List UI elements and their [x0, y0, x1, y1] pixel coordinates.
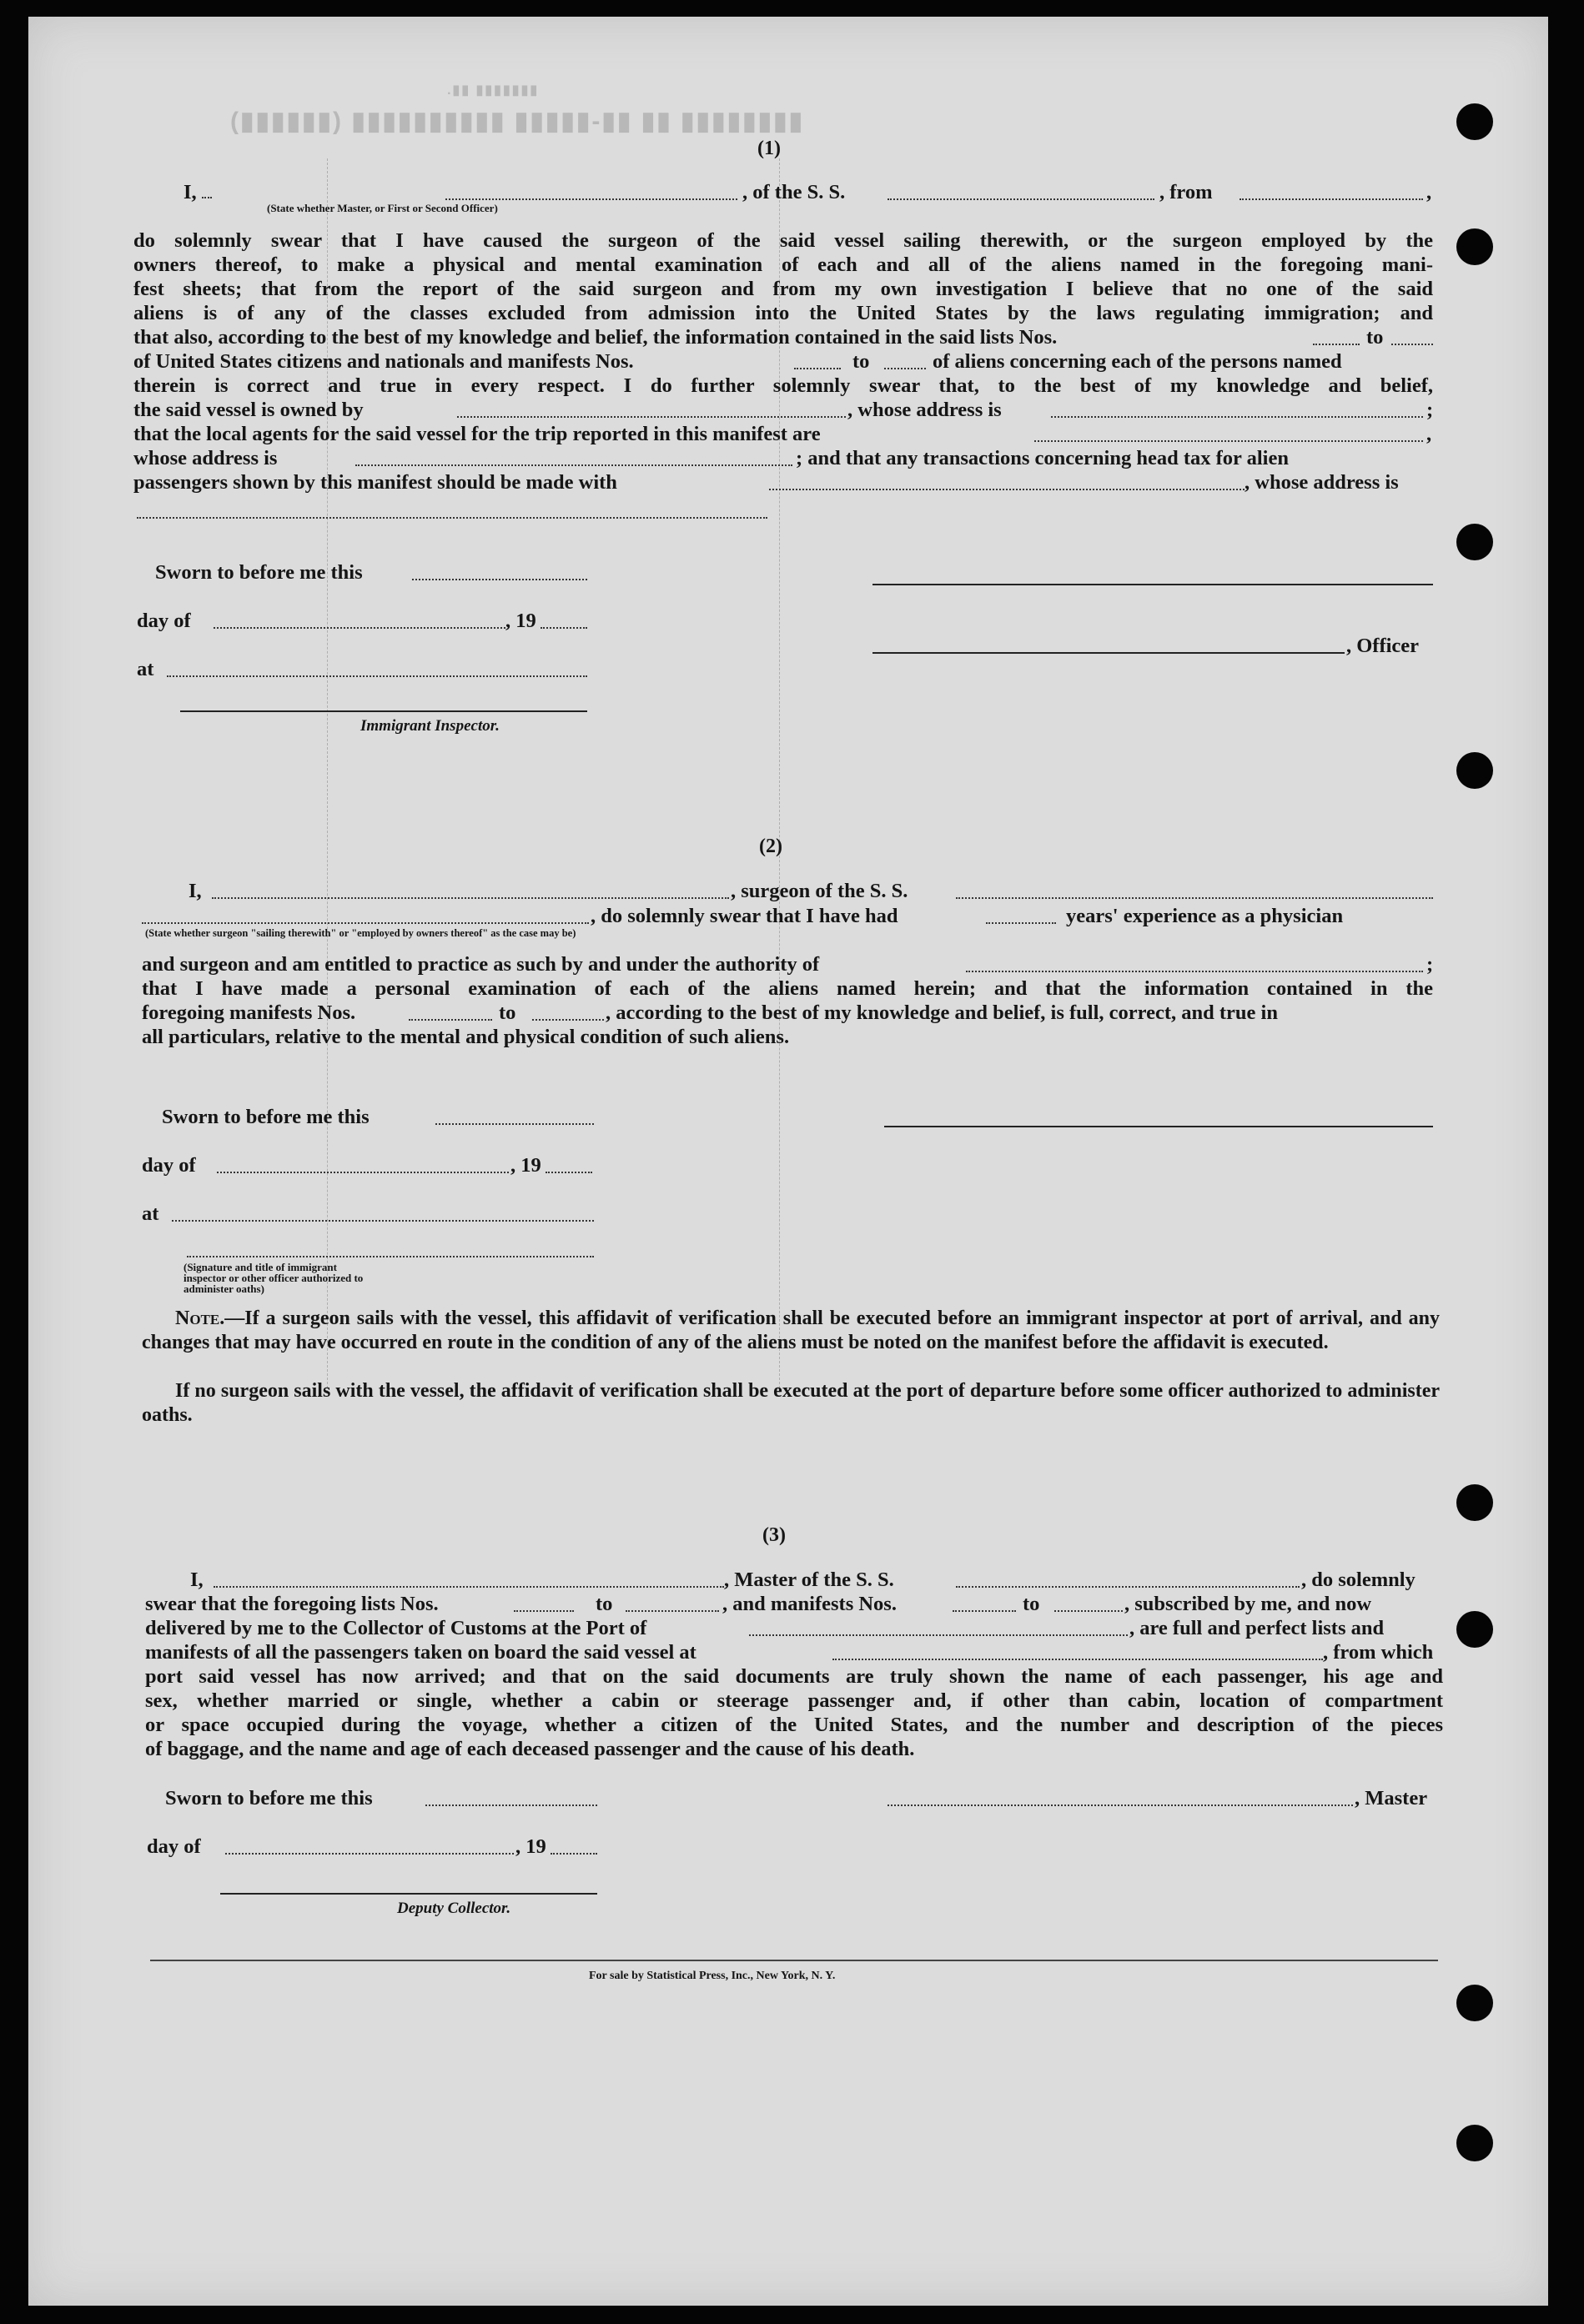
s2-line5b: to: [499, 1001, 516, 1024]
s2-line5c: , according to the best of my knowledge and belief, is full, correct, and true in: [606, 1001, 1278, 1024]
s2-semicolon: ;: [1426, 953, 1434, 976]
s2-years-label: years' experience as a physician: [1066, 905, 1344, 927]
s1-head-tax: ; and that any transactions concerning head tax for alien: [796, 447, 1289, 469]
s1-owner-field[interactable]: [457, 416, 846, 418]
s3-lists-from[interactable]: [514, 1610, 574, 1612]
s3-line2c: , and manifests Nos.: [722, 1593, 897, 1615]
s3-port-field[interactable]: [749, 1634, 1128, 1636]
s1-lists-to[interactable]: [1391, 344, 1433, 345]
s3-sworn-label: Sworn to before me this: [165, 1787, 373, 1810]
s2-surgeon-status-field[interactable]: [142, 922, 589, 924]
s2-line4: that I have made a personal examination of each of the aliens named herein; and that the information contained in the: [142, 977, 1433, 1000]
form-page: [28, 17, 1548, 2306]
s1-body-1: owners thereof, to make a physical and mental examination of each and all of the aliens named in the foregoing mani-: [133, 253, 1433, 276]
s2-day-label: day of: [142, 1154, 196, 1177]
s1-comma-2: ,: [1426, 423, 1432, 445]
s2-manifests-from[interactable]: [409, 1019, 492, 1021]
s1-body-9: whose address is: [133, 447, 278, 469]
s3-collector-caption: Deputy Collector.: [397, 1900, 511, 1917]
s3-line4a: manifests of all the passengers taken on board the said vessel at: [145, 1641, 696, 1664]
s3-line2d: to: [1023, 1593, 1040, 1615]
bleed-through-heading: ▮▮▮▮▮▮▮▮ ▮▮ ▮▮-▮▮▮▮▮ ▮▮▮▮▮▮▮▮▮▮ (▮▮▮▮▮▮): [229, 108, 803, 135]
s1-whose-address-a: , whose address is: [847, 399, 1002, 421]
s3-line2b: to: [596, 1593, 613, 1615]
section-1-number: (1): [757, 138, 781, 159]
s1-aliens-concerning: of aliens concerning each of the persons named: [933, 350, 1342, 373]
s3-line2a: swear that the foregoing lists Nos.: [145, 1593, 439, 1615]
footer-text: For sale by Statistical Press, Inc., New York, N. Y.: [589, 1970, 836, 1982]
s1-officer-signature-line[interactable]: [872, 652, 1345, 654]
s1-body-0: do solemnly swear that I have caused the surgeon of the said vessel sailing therewith, or the surgeon employed by the: [133, 229, 1433, 252]
s2-year-field[interactable]: [546, 1172, 592, 1173]
s3-embark-port-field[interactable]: [832, 1659, 1323, 1660]
s2-surgeon-name-field[interactable]: [212, 897, 729, 899]
s1-inspector-signature-line[interactable]: [180, 710, 587, 712]
s1-year-field[interactable]: [541, 627, 587, 629]
s3-line3a: delivered by me to the Collector of Customs at the Port of: [145, 1617, 647, 1639]
s3-solemnly-label: , do solemnly: [1301, 1569, 1416, 1591]
s2-i-label: I,: [189, 880, 202, 902]
s2-at-label: at: [142, 1202, 159, 1225]
punch-hole: [1456, 1484, 1493, 1521]
s1-inspector-caption: Immigrant Inspector.: [360, 717, 500, 735]
s3-year-label: , 19: [515, 1835, 546, 1858]
s1-body-2: fest sheets; that from the report of the said surgeon and from my own investigation I believe that no one of the said: [133, 278, 1433, 300]
s3-master-sig-label: , Master: [1355, 1787, 1428, 1810]
s1-day-label: day of: [137, 610, 191, 632]
s2-day-field[interactable]: [217, 1172, 509, 1173]
s1-signature-line-1[interactable]: [872, 584, 1433, 585]
s1-comma: ,: [1426, 181, 1432, 203]
s1-lists-from[interactable]: [1313, 344, 1360, 345]
s2-note-label: Note.: [175, 1308, 225, 1329]
s1-sworn-label: Sworn to before me this: [155, 561, 363, 584]
s3-master-signature-line[interactable]: [888, 1804, 1353, 1806]
s2-surgeon-hint: (State whether surgeon "sailing therewith" or "employed by owners thereof" as the case may be): [145, 927, 576, 939]
s2-sworn-field[interactable]: [435, 1123, 594, 1125]
s1-agents-address-field[interactable]: [355, 464, 792, 466]
s1-manifests-from[interactable]: [794, 368, 841, 369]
s1-agents-field[interactable]: [1034, 440, 1423, 442]
s1-whose-address-b: , whose address is: [1245, 471, 1399, 494]
s3-collector-signature-line[interactable]: [220, 1893, 597, 1895]
s2-surgeon-label: , surgeon of the S. S.: [731, 880, 908, 902]
s3-year-field[interactable]: [551, 1853, 597, 1855]
s3-lists-to[interactable]: [626, 1610, 719, 1612]
s3-body-2: or space occupied during the voyage, whether a citizen of the United States, and the number and description of the pieces: [145, 1714, 1443, 1736]
s3-master-label: , Master of the S. S.: [724, 1569, 894, 1591]
s1-body-4: that also, according to the best of my knowledge and belief, the information contained in the said lists Nos.: [133, 326, 1058, 349]
s3-line4b: , from which: [1323, 1641, 1434, 1664]
s1-year-label: , 19: [505, 610, 536, 632]
s3-manifests-to[interactable]: [1054, 1610, 1123, 1612]
s1-i-label: I,: [184, 181, 197, 203]
s3-body-3: of baggage, and the name and age of each deceased passenger and the cause of his death.: [145, 1738, 915, 1760]
s3-manifests-from[interactable]: [953, 1610, 1016, 1612]
s2-swear-label: , do solemnly swear that I have had: [591, 905, 898, 927]
s1-from-label: , from: [1159, 181, 1213, 203]
s2-inspector-signature-line[interactable]: [187, 1256, 594, 1257]
s3-i-label: I,: [190, 1569, 204, 1591]
s2-note-para-1: [142, 1307, 1440, 1355]
s1-body-5: of United States citizens and nationals and manifests Nos.: [133, 350, 634, 373]
s3-body-1: sex, whether married or single, whether a cabin or steerage passenger and, if other than cabin, location of compartment: [145, 1689, 1443, 1712]
s1-head-tax-address-field[interactable]: [137, 517, 767, 519]
s2-inspector-caption: (Signature and title of immigrant inspector or other officer authorized to administer oaths): [184, 1261, 364, 1295]
s3-sworn-field[interactable]: [425, 1804, 597, 1806]
s1-body-8: that the local agents for the said vessel for the trip reported in this manifest are: [133, 423, 821, 445]
s2-line6: all particulars, relative to the mental and physical condition of such aliens.: [142, 1026, 790, 1048]
s2-sworn-label: Sworn to before me this: [162, 1106, 370, 1128]
s1-body-6: therein is correct and true in every respect. I do further solemnly swear that, to the best of my knowledge and belief,: [133, 374, 1433, 397]
s2-years-field[interactable]: [986, 922, 1056, 924]
s1-at-label: at: [137, 658, 154, 680]
s1-body-3: aliens is of any of the classes excluded from admission into the United States by the laws regulating immigration; and: [133, 302, 1433, 324]
s2-line5a: foregoing manifests Nos.: [142, 1001, 356, 1024]
s1-officer-line[interactable]: [445, 198, 737, 200]
punch-hole: [1456, 752, 1493, 789]
punch-hole: [1456, 1985, 1493, 2021]
punch-hole: [1456, 1611, 1493, 1648]
punch-hole: [1456, 228, 1493, 265]
s3-master-name-field[interactable]: [214, 1586, 724, 1588]
s2-surgeon-signature-line[interactable]: [884, 1126, 1433, 1127]
s1-ss-label: , of the S. S.: [742, 181, 846, 203]
s1-officer-label: , Officer: [1346, 635, 1420, 657]
s1-officer-field[interactable]: [202, 182, 212, 198]
s2-authority-field[interactable]: [966, 971, 1423, 972]
s3-day-label: day of: [147, 1835, 201, 1858]
footer-rule: [150, 1960, 1438, 1961]
s2-note-para-2: If no surgeon sails with the vessel, the affidavit of verification shall be executed at the port of departure before some officer authorized to administer oaths.: [142, 1380, 1440, 1426]
s1-day-field[interactable]: [214, 627, 505, 629]
s3-line2e: , subscribed by me, and now: [1124, 1593, 1372, 1615]
s1-sworn-field[interactable]: [412, 579, 587, 580]
s1-ship-field[interactable]: [888, 198, 1154, 200]
s2-ship-field[interactable]: [956, 897, 1433, 899]
s1-body-7: the said vessel is owned by: [133, 399, 364, 421]
punch-hole: [1456, 103, 1493, 140]
s1-to-a: to: [1366, 326, 1384, 349]
s3-line3b: , are full and perfect lists and: [1129, 1617, 1385, 1639]
s2-year-label: , 19: [510, 1154, 541, 1177]
s3-ship-field[interactable]: [956, 1586, 1300, 1588]
s1-to-b: to: [852, 350, 870, 373]
s1-from-field[interactable]: [1240, 198, 1423, 200]
punch-hole: [1456, 524, 1493, 560]
s2-line3: and surgeon and am entitled to practice as such by and under the authority of: [142, 953, 820, 976]
s2-at-field[interactable]: [172, 1220, 594, 1222]
s1-owner-address-field[interactable]: [1051, 416, 1423, 418]
s1-officer-hint: (State whether Master, or First or Second Officer): [267, 202, 498, 214]
punch-hole: [1456, 2125, 1493, 2161]
section-3-number: (3): [762, 1524, 786, 1546]
s2-note-text-1: —If a surgeon sails with the vessel, this affidavit of verification shall be executed before an immigrant inspector at port of arrival, and any changes that may have occurred en route in the condition of any of the aliens must be noted on the manifest before the affidavit is executed.: [142, 1308, 1440, 1353]
bleed-through-mark: ▮▮▮▮▮▮▮ ▮▮.: [445, 83, 538, 98]
section-2-number: (2): [759, 836, 782, 857]
s1-at-field[interactable]: [167, 675, 587, 677]
s1-manifests-to[interactable]: [884, 368, 926, 369]
s1-head-tax-field[interactable]: [769, 489, 1245, 490]
s1-semicolon: ;: [1426, 399, 1434, 421]
s3-body-0: port said vessel has now arrived; and that on the said documents are truly shown the name of each passenger, his age and: [145, 1665, 1443, 1688]
s3-day-field[interactable]: [225, 1853, 514, 1855]
s2-manifests-to[interactable]: [532, 1019, 604, 1021]
s1-body-10: passengers shown by this manifest should be made with: [133, 471, 617, 494]
